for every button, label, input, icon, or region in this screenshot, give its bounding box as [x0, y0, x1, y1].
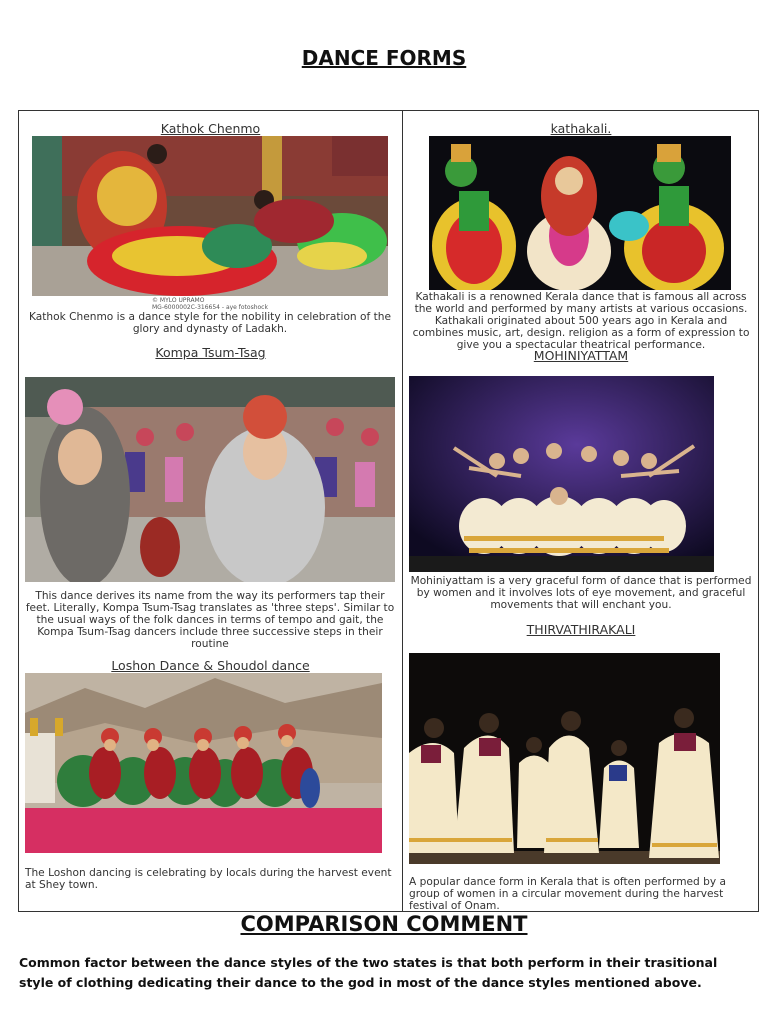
thiruvathirakali-heading: THIRVATHIRAKALI	[526, 622, 636, 637]
kompa-tsum-tsag-caption: This dance derives its name from the way its performers tap their feet. Literally, Kompa Tsum-Tsag translates as 'three steps'. Similar to the usual ways of the folk dances in terms of tempo and gait, the Kompa Tsum-Tsag dancers include three successive steps in their routine	[25, 590, 395, 650]
comparison-title: COMPARISON COMMENT	[240, 912, 528, 936]
kathakali-caption: Kathakali is a renowned Kerala dance that is famous all across the world and performed by many artists at various occasions. Kathakali originated about 500 years ago in Kerala and combines music, art, design. religion as a form of expression to give you a spectacular theatrical performance.	[412, 291, 750, 351]
comparison-body: Common factor between the dance styles of the two states is that both perform in their trasitional style of clothing dedicating their dance to the god in most of the dance styles mentioned above.	[19, 955, 718, 990]
kathok-photo-credit: © MYLO UPRAMO	[152, 297, 205, 304]
loshon-dance-caption: The Loshon dancing is celebrating by locals during the harvest event at Shey town.	[25, 867, 392, 891]
mohiniyattam-heading: MOHINIYATTAM	[533, 348, 629, 363]
loshon-dance-photo	[25, 673, 382, 853]
kompa-tsum-tsag-heading: Kompa Tsum-Tsag	[155, 345, 266, 360]
kompa-tsum-tsag-photo	[25, 377, 395, 582]
kathakali-heading: kathakali.	[550, 121, 612, 136]
thiruvathirakali-photo	[409, 653, 720, 864]
kathok-photo-credit-id: MG-6000002C-316654 - aye fotoshock	[152, 304, 268, 311]
kathakali-photo	[429, 136, 731, 290]
kathok-chenmo-caption: Kathok Chenmo is a dance style for the nobility in celebration of the glory and dynasty of Ladakh.	[29, 311, 391, 335]
thiruvathirakali-caption: A popular dance form in Kerala that is often performed by a group of women in a circular movement during the harvest festival of Onam.	[409, 876, 726, 912]
loshon-dance-heading: Loshon Dance & Shoudol dance	[111, 658, 310, 673]
column-divider	[402, 110, 403, 912]
mohiniyattam-photo	[409, 376, 714, 572]
mohiniyattam-caption: Mohiniyattam is a very graceful form of dance that is performed by women and it involves lots of eye movement, and graceful movements that will enchant you.	[410, 575, 752, 611]
kathok-chenmo-photo	[32, 136, 388, 296]
kathok-chenmo-heading: Kathok Chenmo	[160, 121, 261, 136]
page-title: DANCE FORMS	[301, 46, 467, 70]
